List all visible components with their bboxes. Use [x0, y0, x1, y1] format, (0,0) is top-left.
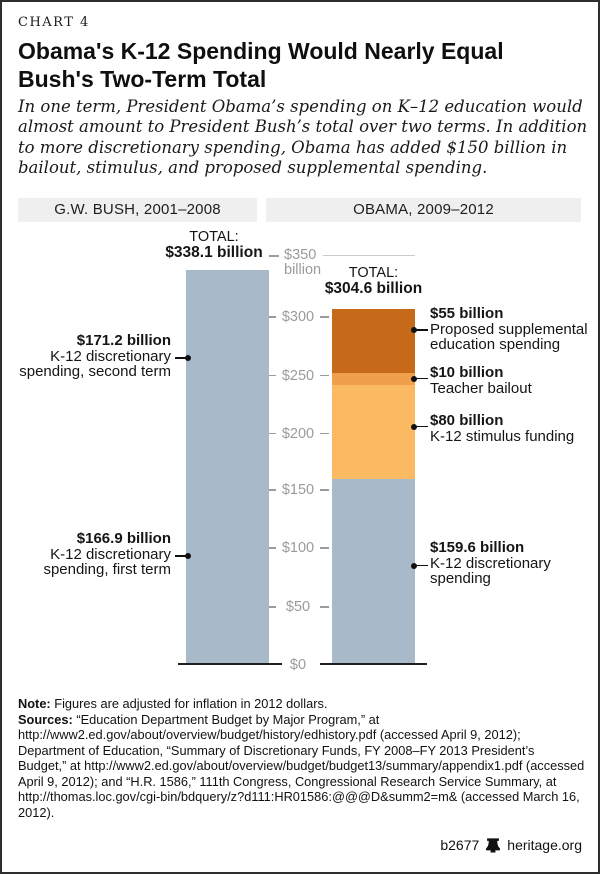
callout-bush-first-term: [43, 531, 171, 578]
y-tick-50: [267, 598, 329, 616]
callout-text: Proposed supplemental: [430, 320, 588, 338]
footer-site: heritage.org: [507, 837, 582, 853]
y-tick-150: [267, 481, 329, 499]
tick-dash-right: [320, 547, 329, 549]
tick-dash-right: [320, 606, 329, 608]
callout-text: K-12 discretionary: [430, 554, 551, 572]
baseline-bush: [178, 663, 282, 665]
tick-dash-right: [320, 433, 329, 435]
total-bush-value: $338.1 billion: [165, 244, 263, 261]
callout-bush-second-term: [19, 333, 171, 380]
note-line: [18, 696, 586, 712]
y-tick-100: [267, 539, 329, 557]
bar-segment: [186, 270, 269, 470]
footer: [440, 837, 582, 853]
heritage-bell-icon: [485, 838, 501, 853]
callout-text: K-12 discretionary: [50, 545, 171, 563]
sources-line: [18, 712, 586, 821]
callout-text: education spending: [430, 336, 561, 353]
column-header-bush: G.W. BUSH, 2001–2008: [18, 198, 257, 222]
page-subtitle: In one term, President Obama’s spending on K–12 education would almost amount to President Bush’s total over two terms. In addition to more discretionary spending, Obama has added $150 billion in bailout, stimulus, and proposed supplemental spending.: [18, 97, 588, 178]
callout-text: K-12 stimulus funding: [430, 427, 575, 445]
y-tick-label: $200: [281, 425, 315, 442]
obama-bar: [332, 309, 415, 665]
callout-obama-stimulus: [430, 413, 574, 444]
y-tick-label: $250: [281, 367, 315, 384]
y-tick-300: [267, 308, 329, 326]
note-text: Figures are adjusted for inflation in 2012 dollars.: [54, 696, 328, 711]
total-obama-value: $304.6 billion: [324, 280, 423, 297]
column-header-obama: OBAMA, 2009–2012: [266, 198, 581, 222]
footer-doc-id: b2677: [440, 837, 480, 853]
callout-value: $10 billion: [430, 364, 504, 381]
bar-segment: [332, 479, 415, 666]
baseline-obama: [320, 663, 427, 665]
footnote-block: [18, 696, 586, 820]
sources-text: “Education Department Budget by Major Program,” at http://www2.ed.gov/about/overview/budget/history/edhistory.pdf (accessed April 9, 2012); Department of Education, “Summary of Discretionary Funds, FY 2008–FY 2013 President’s Budget,” at http://www2.ed.gov/about/overview/budget/budget13/summary/appendix1.pdf (accessed April 9, 2012); and “H.R. 1586,” 111th Congress, Congressional Research Service Summary, at http://thomas.loc.gov/cgi-bin/bdquery/z?d111:HR01586:@@@D&summ2=m& (accessed March 16, 2012).: [18, 711, 585, 820]
tick-dash-right: [320, 316, 329, 318]
page-title: Obama's K-12 Spending Would Nearly Equal Bush's Two-Term Total: [18, 38, 504, 93]
leader-line: [416, 565, 428, 567]
bar-segment: [332, 373, 415, 385]
leader-line: [416, 426, 428, 428]
bar-segment: [332, 385, 415, 478]
leader-line: [416, 329, 428, 331]
y-tick-label: $0: [289, 657, 307, 673]
y-tick-dash-350: [269, 255, 279, 257]
tick-dash-right: [320, 375, 329, 377]
callout-value: $159.6 billion: [430, 539, 525, 556]
y-tick-0: [267, 656, 329, 674]
callout-value: $166.9 billion: [76, 530, 171, 547]
callout-text: K-12 discretionary: [50, 347, 171, 365]
callout-value: $80 billion: [430, 412, 504, 429]
total-bush: [152, 230, 276, 261]
callout-obama-supplemental: [430, 306, 588, 353]
y-tick-label: $150: [281, 482, 315, 498]
y-tick-200: [267, 425, 329, 443]
note-label: Note:: [18, 696, 51, 711]
callout-text: spending, second term: [19, 363, 171, 380]
leader-dot: [185, 355, 191, 361]
y-tick-label: $300: [281, 309, 315, 325]
callout-text: Teacher bailout: [430, 379, 532, 397]
total-bush-label: TOTAL:: [189, 229, 239, 245]
sources-label: Sources:: [18, 711, 73, 727]
tick-dash-right: [320, 489, 329, 491]
callout-obama-discretionary: [430, 540, 551, 587]
bush-bar: [186, 270, 269, 665]
y-tick-label: $50: [285, 599, 311, 615]
y-axis-unit-word: billion: [284, 262, 322, 278]
callout-value: $55 billion: [430, 305, 504, 322]
y-axis-unit: [284, 248, 321, 278]
leader-line: [416, 378, 428, 380]
total-obama-label: TOTAL:: [348, 265, 399, 281]
callout-text: spending: [430, 570, 491, 587]
total-obama: [311, 266, 436, 297]
bar-segment: [186, 470, 269, 665]
callout-value: $171.2 billion: [76, 332, 171, 349]
leader-dot: [185, 553, 191, 559]
callout-obama-bailout: [430, 365, 532, 396]
callout-text: spending, first term: [43, 561, 171, 578]
y-axis-unit-value: $350: [284, 247, 317, 263]
y-tick-label: $100: [281, 540, 315, 556]
chart-kicker: CHART 4: [18, 15, 90, 30]
bar-segment: [332, 309, 415, 373]
y-tick-250: [267, 367, 329, 385]
gridline-350: [323, 255, 415, 256]
